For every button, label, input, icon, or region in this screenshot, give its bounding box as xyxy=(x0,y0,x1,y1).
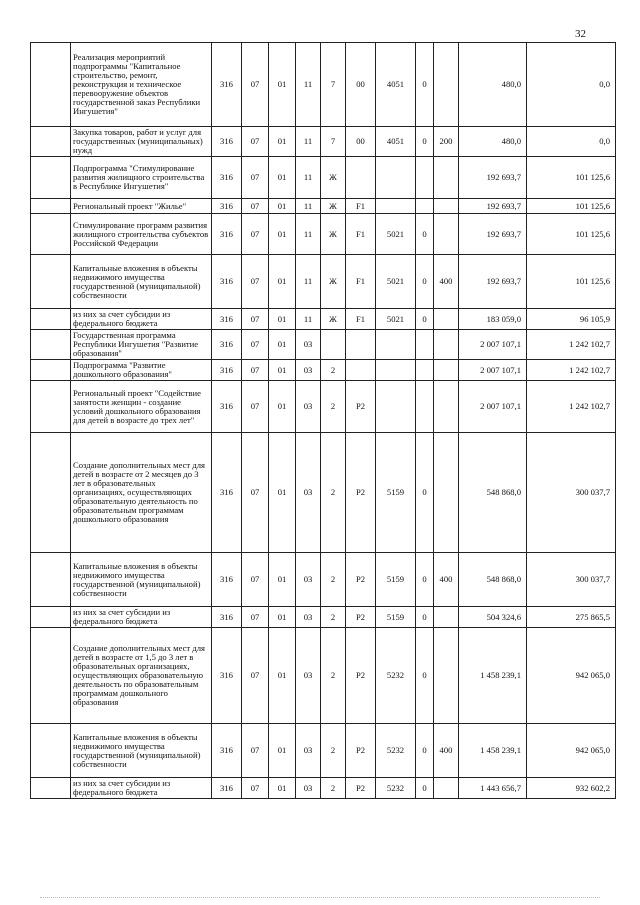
section-code-cell: 07 xyxy=(242,330,269,360)
row-margin-cell xyxy=(31,309,71,330)
project-code-cell: F1 xyxy=(346,199,376,214)
amount-year2-cell: 101 125,6 xyxy=(527,199,616,214)
subprogram-code-cell: 7 xyxy=(321,127,346,157)
program-code-cell: 03 xyxy=(296,330,321,360)
amount-year2-cell: 101 125,6 xyxy=(527,255,616,309)
ministry-code-cell: 316 xyxy=(212,381,242,433)
subprogram-code-cell: 2 xyxy=(321,607,346,628)
expense-type-cell: 200 xyxy=(434,127,459,157)
amount-year1-cell: 1 458 239,1 xyxy=(459,628,527,724)
amount-year1-cell: 504 324,6 xyxy=(459,607,527,628)
project-code-cell: 00 xyxy=(346,127,376,157)
amount-year1-cell: 1 443 656,7 xyxy=(459,778,527,799)
row-name-cell: Региональный проект "Жилье" xyxy=(71,199,212,214)
subsection-code-cell: 01 xyxy=(269,309,296,330)
expense-type-cell xyxy=(434,43,459,127)
direction-code-cell: 4051 xyxy=(376,127,416,157)
direction-code-cell xyxy=(376,199,416,214)
section-code-cell: 07 xyxy=(242,309,269,330)
row-margin-cell xyxy=(31,607,71,628)
amount-year2-cell: 1 242 102,7 xyxy=(527,360,616,381)
table-row xyxy=(31,360,616,381)
table-row xyxy=(31,433,616,553)
amount-year1-cell: 192 693,7 xyxy=(459,157,527,199)
subprogram-code-cell: 2 xyxy=(321,433,346,553)
row-name-cell: Региональный проект "Содействие занятости женщин - создание условий дошкольного образования для детей в возрасте до трех лет" xyxy=(71,381,212,433)
amount-year1-cell: 192 693,7 xyxy=(459,214,527,255)
project-code-cell: P2 xyxy=(346,628,376,724)
row-name-cell: из них за счет субсидии из федерального бюджета xyxy=(71,778,212,799)
amount-year1-cell: 2 007 107,1 xyxy=(459,330,527,360)
row-name-cell: Закупка товаров, работ и услуг для государственных (муниципальных) нужд xyxy=(71,127,212,157)
ministry-code-cell: 316 xyxy=(212,309,242,330)
amount-year1-cell: 480,0 xyxy=(459,43,527,127)
amount-year1-cell: 548 868,0 xyxy=(459,433,527,553)
program-code-cell: 11 xyxy=(296,127,321,157)
code-digit-cell xyxy=(416,360,434,381)
expense-type-cell xyxy=(434,199,459,214)
section-code-cell: 07 xyxy=(242,255,269,309)
row-margin-cell xyxy=(31,214,71,255)
subsection-code-cell: 01 xyxy=(269,157,296,199)
table-row xyxy=(31,381,616,433)
expense-type-cell xyxy=(434,360,459,381)
program-code-cell: 11 xyxy=(296,214,321,255)
direction-code-cell: 5159 xyxy=(376,553,416,607)
section-code-cell: 07 xyxy=(242,127,269,157)
subprogram-code-cell: Ж xyxy=(321,157,346,199)
amount-year1-cell: 2 007 107,1 xyxy=(459,381,527,433)
code-digit-cell: 0 xyxy=(416,214,434,255)
project-code-cell: P2 xyxy=(346,724,376,778)
row-margin-cell xyxy=(31,381,71,433)
amount-year1-cell: 548 868,0 xyxy=(459,553,527,607)
section-code-cell: 07 xyxy=(242,360,269,381)
project-code-cell: P2 xyxy=(346,553,376,607)
section-code-cell: 07 xyxy=(242,778,269,799)
subprogram-code-cell: Ж xyxy=(321,199,346,214)
expense-type-cell xyxy=(434,607,459,628)
row-margin-cell xyxy=(31,199,71,214)
expense-type-cell xyxy=(434,309,459,330)
row-margin-cell xyxy=(31,778,71,799)
table-row xyxy=(31,199,616,214)
direction-code-cell xyxy=(376,330,416,360)
row-margin-cell xyxy=(31,127,71,157)
amount-year2-cell: 96 105,9 xyxy=(527,309,616,330)
row-margin-cell xyxy=(31,553,71,607)
row-name-cell: из них за счет субсидии из федерального бюджета xyxy=(71,309,212,330)
amount-year2-cell: 942 065,0 xyxy=(527,628,616,724)
ministry-code-cell: 316 xyxy=(212,127,242,157)
project-code-cell: 00 xyxy=(346,43,376,127)
subsection-code-cell: 01 xyxy=(269,433,296,553)
subprogram-code-cell: Ж xyxy=(321,309,346,330)
expense-type-cell xyxy=(434,157,459,199)
table-row xyxy=(31,255,616,309)
table-row xyxy=(31,214,616,255)
project-code-cell: P2 xyxy=(346,433,376,553)
ministry-code-cell: 316 xyxy=(212,724,242,778)
ministry-code-cell: 316 xyxy=(212,628,242,724)
amount-year2-cell: 1 242 102,7 xyxy=(527,381,616,433)
subsection-code-cell: 01 xyxy=(269,360,296,381)
code-digit-cell xyxy=(416,330,434,360)
direction-code-cell: 5159 xyxy=(376,433,416,553)
code-digit-cell: 0 xyxy=(416,628,434,724)
page-bottom-edge xyxy=(40,897,600,899)
ministry-code-cell: 316 xyxy=(212,157,242,199)
amount-year1-cell: 2 007 107,1 xyxy=(459,360,527,381)
direction-code-cell: 5021 xyxy=(376,255,416,309)
amount-year2-cell: 275 865,5 xyxy=(527,607,616,628)
section-code-cell: 07 xyxy=(242,724,269,778)
row-name-cell: Государственная программа Республики Ингушетия "Развитие образования" xyxy=(71,330,212,360)
direction-code-cell xyxy=(376,381,416,433)
program-code-cell: 11 xyxy=(296,199,321,214)
section-code-cell: 07 xyxy=(242,157,269,199)
section-code-cell: 07 xyxy=(242,199,269,214)
code-digit-cell: 0 xyxy=(416,724,434,778)
project-code-cell: F1 xyxy=(346,309,376,330)
row-margin-cell xyxy=(31,330,71,360)
table-row xyxy=(31,330,616,360)
ministry-code-cell: 316 xyxy=(212,607,242,628)
row-name-cell: Стимулирование программ развития жилищного строительства субъектов Российской Федерации xyxy=(71,214,212,255)
amount-year2-cell: 0,0 xyxy=(527,127,616,157)
subsection-code-cell: 01 xyxy=(269,255,296,309)
direction-code-cell: 5021 xyxy=(376,309,416,330)
amount-year2-cell: 932 602,2 xyxy=(527,778,616,799)
project-code-cell: F1 xyxy=(346,255,376,309)
expense-type-cell xyxy=(434,433,459,553)
subprogram-code-cell: 2 xyxy=(321,628,346,724)
code-digit-cell: 0 xyxy=(416,255,434,309)
program-code-cell: 03 xyxy=(296,433,321,553)
section-code-cell: 07 xyxy=(242,43,269,127)
expense-type-cell: 400 xyxy=(434,255,459,309)
budget-table xyxy=(30,42,616,799)
program-code-cell: 11 xyxy=(296,43,321,127)
row-name-cell: Создание дополнительных мест для детей в возрасте от 2 месяцев до 3 лет в образовательных организациях, осуществляющих образовательную деятельность по образовательным программам дошкольного образования xyxy=(71,433,212,553)
subprogram-code-cell: Ж xyxy=(321,255,346,309)
subsection-code-cell: 01 xyxy=(269,127,296,157)
ministry-code-cell: 316 xyxy=(212,778,242,799)
expense-type-cell: 400 xyxy=(434,724,459,778)
project-code-cell: P2 xyxy=(346,607,376,628)
amount-year2-cell: 101 125,6 xyxy=(527,214,616,255)
expense-type-cell xyxy=(434,628,459,724)
row-name-cell: Реализация мероприятий подпрограммы "Капитальное строительство, ремонт, реконструкция и техническое перевооружение объектов государственной заказ Республики Ингушетия" xyxy=(71,43,212,127)
section-code-cell: 07 xyxy=(242,381,269,433)
subsection-code-cell: 01 xyxy=(269,381,296,433)
section-code-cell: 07 xyxy=(242,628,269,724)
row-margin-cell xyxy=(31,157,71,199)
amount-year2-cell: 101 125,6 xyxy=(527,157,616,199)
subprogram-code-cell: 2 xyxy=(321,778,346,799)
amount-year1-cell: 183 059,0 xyxy=(459,309,527,330)
expense-type-cell xyxy=(434,778,459,799)
amount-year1-cell: 1 458 239,1 xyxy=(459,724,527,778)
table-row xyxy=(31,778,616,799)
code-digit-cell: 0 xyxy=(416,127,434,157)
direction-code-cell: 4051 xyxy=(376,43,416,127)
code-digit-cell xyxy=(416,381,434,433)
subprogram-code-cell: 7 xyxy=(321,43,346,127)
subsection-code-cell: 01 xyxy=(269,330,296,360)
code-digit-cell: 0 xyxy=(416,433,434,553)
subsection-code-cell: 01 xyxy=(269,607,296,628)
program-code-cell: 11 xyxy=(296,255,321,309)
code-digit-cell: 0 xyxy=(416,607,434,628)
ministry-code-cell: 316 xyxy=(212,199,242,214)
direction-code-cell xyxy=(376,157,416,199)
project-code-cell: P2 xyxy=(346,381,376,433)
row-margin-cell xyxy=(31,255,71,309)
project-code-cell xyxy=(346,330,376,360)
ministry-code-cell: 316 xyxy=(212,214,242,255)
subprogram-code-cell: Ж xyxy=(321,214,346,255)
subprogram-code-cell: 2 xyxy=(321,381,346,433)
code-digit-cell xyxy=(416,199,434,214)
direction-code-cell: 5021 xyxy=(376,214,416,255)
direction-code-cell: 5232 xyxy=(376,778,416,799)
table-row xyxy=(31,157,616,199)
expense-type-cell xyxy=(434,381,459,433)
code-digit-cell: 0 xyxy=(416,43,434,127)
project-code-cell xyxy=(346,360,376,381)
table-row xyxy=(31,607,616,628)
ministry-code-cell: 316 xyxy=(212,330,242,360)
row-margin-cell xyxy=(31,433,71,553)
page-number: 32 xyxy=(575,28,586,40)
section-code-cell: 07 xyxy=(242,553,269,607)
program-code-cell: 03 xyxy=(296,381,321,433)
row-name-cell: Подпрограмма "Развитие дошкольного образования" xyxy=(71,360,212,381)
subprogram-code-cell: 2 xyxy=(321,360,346,381)
program-code-cell: 03 xyxy=(296,778,321,799)
code-digit-cell: 0 xyxy=(416,309,434,330)
amount-year2-cell: 300 037,7 xyxy=(527,553,616,607)
table-row xyxy=(31,628,616,724)
code-digit-cell: 0 xyxy=(416,553,434,607)
subprogram-code-cell: 2 xyxy=(321,724,346,778)
direction-code-cell: 5232 xyxy=(376,628,416,724)
amount-year2-cell: 942 065,0 xyxy=(527,724,616,778)
row-name-cell: Капитальные вложения в объекты недвижимого имущества государственной (муниципальной) собственности xyxy=(71,724,212,778)
project-code-cell xyxy=(346,157,376,199)
program-code-cell: 11 xyxy=(296,309,321,330)
amount-year2-cell: 0,0 xyxy=(527,43,616,127)
row-margin-cell xyxy=(31,43,71,127)
subsection-code-cell: 01 xyxy=(269,214,296,255)
table-row xyxy=(31,43,616,127)
row-name-cell: Создание дополнительных мест для детей в возрасте от 1,5 до 3 лет в образовательных организациях, осуществляющих образовательную деятельность по образовательным программам дошкольного образования xyxy=(71,628,212,724)
ministry-code-cell: 316 xyxy=(212,255,242,309)
amount-year1-cell: 192 693,7 xyxy=(459,255,527,309)
table-row xyxy=(31,309,616,330)
project-code-cell: F1 xyxy=(346,214,376,255)
subsection-code-cell: 01 xyxy=(269,724,296,778)
amount-year2-cell: 300 037,7 xyxy=(527,433,616,553)
row-name-cell: из них за счет субсидии из федерального бюджета xyxy=(71,607,212,628)
section-code-cell: 07 xyxy=(242,214,269,255)
subsection-code-cell: 01 xyxy=(269,553,296,607)
row-name-cell: Подпрограмма "Стимулирование развития жилищного строительства в Республике Ингушетия" xyxy=(71,157,212,199)
row-margin-cell xyxy=(31,360,71,381)
program-code-cell: 03 xyxy=(296,628,321,724)
ministry-code-cell: 316 xyxy=(212,553,242,607)
amount-year2-cell: 1 242 102,7 xyxy=(527,330,616,360)
program-code-cell: 11 xyxy=(296,157,321,199)
row-name-cell: Капитальные вложения в объекты недвижимого имущества государственной (муниципальной) собственности xyxy=(71,255,212,309)
direction-code-cell: 5159 xyxy=(376,607,416,628)
row-name-cell: Капитальные вложения в объекты недвижимого имущества государственной (муниципальной) собственности xyxy=(71,553,212,607)
expense-type-cell: 400 xyxy=(434,553,459,607)
amount-year1-cell: 480,0 xyxy=(459,127,527,157)
code-digit-cell: 0 xyxy=(416,778,434,799)
project-code-cell: P2 xyxy=(346,778,376,799)
section-code-cell: 07 xyxy=(242,607,269,628)
expense-type-cell xyxy=(434,330,459,360)
program-code-cell: 03 xyxy=(296,607,321,628)
table-row xyxy=(31,553,616,607)
subsection-code-cell: 01 xyxy=(269,778,296,799)
amount-year1-cell: 192 693,7 xyxy=(459,199,527,214)
direction-code-cell xyxy=(376,360,416,381)
subsection-code-cell: 01 xyxy=(269,43,296,127)
subprogram-code-cell: 2 xyxy=(321,553,346,607)
direction-code-cell: 5232 xyxy=(376,724,416,778)
program-code-cell: 03 xyxy=(296,553,321,607)
subsection-code-cell: 01 xyxy=(269,199,296,214)
program-code-cell: 03 xyxy=(296,724,321,778)
table-row xyxy=(31,724,616,778)
expense-type-cell xyxy=(434,214,459,255)
code-digit-cell xyxy=(416,157,434,199)
ministry-code-cell: 316 xyxy=(212,360,242,381)
section-code-cell: 07 xyxy=(242,433,269,553)
ministry-code-cell: 316 xyxy=(212,43,242,127)
ministry-code-cell: 316 xyxy=(212,433,242,553)
row-margin-cell xyxy=(31,724,71,778)
subsection-code-cell: 01 xyxy=(269,628,296,724)
subprogram-code-cell xyxy=(321,330,346,360)
table-row xyxy=(31,127,616,157)
program-code-cell: 03 xyxy=(296,360,321,381)
row-margin-cell xyxy=(31,628,71,724)
